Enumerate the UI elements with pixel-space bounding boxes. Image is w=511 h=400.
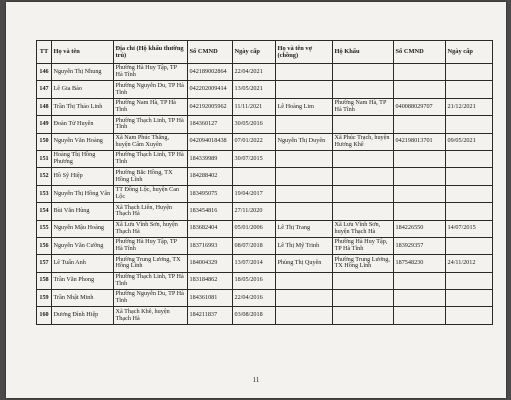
table-body xyxy=(37,64,493,325)
person-name: Nguyễn Mậu Hoàng xyxy=(52,220,114,237)
spouse-issue-date xyxy=(446,64,493,81)
table-row xyxy=(37,220,493,237)
spouse-name: Phùng Thị Quyên xyxy=(276,255,333,272)
person-name: Trần Văn Phong xyxy=(52,272,114,289)
spouse-name xyxy=(276,185,333,202)
id-number: 183184862 xyxy=(188,272,233,289)
spouse-issue-date xyxy=(446,307,493,324)
header-id-number: Số CMND xyxy=(188,41,233,64)
header-address: Địa chỉ (Hộ khẩu thường trú) xyxy=(114,41,188,64)
row-number: 159 xyxy=(37,290,52,307)
spouse-id-number xyxy=(394,290,446,307)
header-tt: TT xyxy=(37,41,52,64)
id-number: 184339989 xyxy=(188,150,233,167)
spouse-issue-date xyxy=(446,185,493,202)
spouse-name xyxy=(276,64,333,81)
spouse-name: Lê Thị Mỹ Trinh xyxy=(276,237,333,254)
person-name: Đoàn Tử Huyên xyxy=(52,116,114,133)
spouse-id-number xyxy=(394,168,446,185)
spouse-issue-date: 24/11/2012 xyxy=(446,255,493,272)
spouse-name xyxy=(276,168,333,185)
person-name: Hồ Sỹ Hiệp xyxy=(52,168,114,185)
issue-date: 22/04/2021 xyxy=(233,64,276,81)
spouse-id-number: 040088029707 xyxy=(394,98,446,115)
header-name: Họ và tên xyxy=(52,41,114,64)
household-address xyxy=(333,64,394,81)
document-page xyxy=(6,2,506,398)
table-row xyxy=(37,168,493,185)
person-address: Phường Thạch Linh, TP Hà Tĩnh xyxy=(114,150,188,167)
spouse-id-number xyxy=(394,64,446,81)
issue-date xyxy=(233,168,276,185)
spouse-name xyxy=(276,272,333,289)
spouse-issue-date: 21/12/2021 xyxy=(446,98,493,115)
header-spouse-issue-date: Ngày cấp xyxy=(446,41,493,64)
household-address: Phường Trung Lương, TX Hồng Lĩnh xyxy=(333,255,394,272)
spouse-id-number xyxy=(394,272,446,289)
issue-date: 11/11/2021 xyxy=(233,98,276,115)
spouse-issue-date xyxy=(446,81,493,98)
row-number: 150 xyxy=(37,133,52,150)
spouse-id-number xyxy=(394,81,446,98)
spouse-issue-date: 14/07/2015 xyxy=(446,220,493,237)
spouse-issue-date: 09/05/2021 xyxy=(446,133,493,150)
row-number: 152 xyxy=(37,168,52,185)
person-address: Phường Nam Hà, TP Hà Tĩnh xyxy=(114,98,188,115)
household-address xyxy=(333,150,394,167)
person-name: Trần Thị Thảo Linh xyxy=(52,98,114,115)
person-address: Xã Lưu Vĩnh Sơn, huyện Thạch Hà xyxy=(114,220,188,237)
row-number: 153 xyxy=(37,185,52,202)
household-address xyxy=(333,203,394,220)
row-number: 147 xyxy=(37,81,52,98)
header-household: Hộ Khẩu xyxy=(333,41,394,64)
spouse-issue-date xyxy=(446,203,493,220)
household-address xyxy=(333,116,394,133)
table-row xyxy=(37,203,493,220)
header-issue-date: Ngày cấp xyxy=(233,41,276,64)
table-row xyxy=(37,237,493,254)
table-row xyxy=(37,64,493,81)
person-address: Xã Thạch Liên, Huyện Thạch Hà xyxy=(114,203,188,220)
household-address: Phường Hà Huy Tập, TP Hà Tĩnh xyxy=(333,237,394,254)
table-row xyxy=(37,116,493,133)
spouse-id-number xyxy=(394,116,446,133)
issue-date: 22/04/2016 xyxy=(233,290,276,307)
spouse-id-number: 183929357 xyxy=(394,237,446,254)
person-address: Phường Hà Huy Tập, TP Hà Tĩnh xyxy=(114,64,188,81)
household-address xyxy=(333,168,394,185)
spouse-name xyxy=(276,150,333,167)
table-row xyxy=(37,307,493,324)
id-number: 183454816 xyxy=(188,203,233,220)
household-address: Xã Phúc Trạch, huyện Hương Khê xyxy=(333,133,394,150)
spouse-name: Lê Hoàng Lim xyxy=(276,98,333,115)
spouse-id-number xyxy=(394,307,446,324)
person-address: TT Đồng Lộc, huyện Can Lộc xyxy=(114,185,188,202)
page-number: 11 xyxy=(252,376,260,384)
person-name: Lê Gia Bảo xyxy=(52,81,114,98)
table-row xyxy=(37,272,493,289)
id-number: 184361081 xyxy=(188,290,233,307)
issue-date: 08/07/2018 xyxy=(233,237,276,254)
person-name: Nguyễn Thị Hồng Vân xyxy=(52,185,114,202)
spouse-id-number: 187548230 xyxy=(394,255,446,272)
spouse-issue-date xyxy=(446,237,493,254)
household-address: Phường Nam Hà, TP Hà Tĩnh xyxy=(333,98,394,115)
spouse-issue-date xyxy=(446,116,493,133)
spouse-name xyxy=(276,203,333,220)
person-address: Phường Trung Lương, TX Hồng Lĩnh xyxy=(114,255,188,272)
spouse-issue-date xyxy=(446,272,493,289)
person-address: Xã Nam Phúc Thăng, huyện Cẩm Xuyên xyxy=(114,133,188,150)
issue-date: 13/05/2021 xyxy=(233,81,276,98)
person-name: Nguyễn Văn Cường xyxy=(52,237,114,254)
id-number: 184004329 xyxy=(188,255,233,272)
spouse-id-number xyxy=(394,203,446,220)
person-name: Trần Nhật Minh xyxy=(52,290,114,307)
person-name: Bùi Văn Hùng xyxy=(52,203,114,220)
person-address: Phường Thạch Linh, TP Hà Tĩnh xyxy=(114,116,188,133)
row-number: 154 xyxy=(37,203,52,220)
row-number: 151 xyxy=(37,150,52,167)
id-number: 042202009414 xyxy=(188,81,233,98)
spouse-name xyxy=(276,116,333,133)
row-number: 146 xyxy=(37,64,52,81)
row-number: 157 xyxy=(37,255,52,272)
issue-date: 13/07/2014 xyxy=(233,255,276,272)
person-address: Phường Hà Huy Tập, TP Hà Tĩnh xyxy=(114,237,188,254)
issue-date: 19/04/2017 xyxy=(233,185,276,202)
person-name: Nguyễn Thị Nhung xyxy=(52,64,114,81)
person-address: Phường Bắc Hồng, TX Hồng Lĩnh xyxy=(114,168,188,185)
table-row xyxy=(37,81,493,98)
spouse-issue-date xyxy=(446,150,493,167)
spouse-id-number: 042198013701 xyxy=(394,133,446,150)
id-number: 042192005962 xyxy=(188,98,233,115)
household-address xyxy=(333,185,394,202)
household-address xyxy=(333,307,394,324)
issue-date: 27/11/2020 xyxy=(233,203,276,220)
household-address xyxy=(333,290,394,307)
id-number: 183682404 xyxy=(188,220,233,237)
row-number: 156 xyxy=(37,237,52,254)
row-number: 149 xyxy=(37,116,52,133)
person-name: Nguyễn Văn Hoàng xyxy=(52,133,114,150)
id-number: 184288402 xyxy=(188,168,233,185)
row-number: 158 xyxy=(37,272,52,289)
person-name: Hoàng Thị Hồng Phương xyxy=(52,150,114,167)
spouse-name: Lê Thị Trang xyxy=(276,220,333,237)
header-row xyxy=(37,41,493,64)
row-number: 148 xyxy=(37,98,52,115)
spouse-id-number xyxy=(394,150,446,167)
issue-date: 03/08/2018 xyxy=(233,307,276,324)
issue-date: 18/05/2016 xyxy=(233,272,276,289)
person-address: Xã Thạch Khê, huyện Thạch Hà xyxy=(114,307,188,324)
id-number: 183716993 xyxy=(188,237,233,254)
issue-date: 05/01/2006 xyxy=(233,220,276,237)
table-row xyxy=(37,255,493,272)
row-number: 160 xyxy=(37,307,52,324)
person-address: Phường Nguyễn Du, TP Hà Tĩnh xyxy=(114,290,188,307)
issue-date: 07/01/2022 xyxy=(233,133,276,150)
header-spouse-name: Họ và tên vợ (chồng) xyxy=(276,41,333,64)
table-row xyxy=(37,98,493,115)
household-address: Xã Lưu Vĩnh Sơn, huyện Thạch Hà xyxy=(333,220,394,237)
spouse-issue-date xyxy=(446,290,493,307)
person-name: Dương Đình Hiệp xyxy=(52,307,114,324)
household-address xyxy=(333,81,394,98)
issue-date: 30/07/2015 xyxy=(233,150,276,167)
spouse-name xyxy=(276,81,333,98)
household-address xyxy=(333,272,394,289)
id-number: 183495075 xyxy=(188,185,233,202)
spouse-id-number xyxy=(394,185,446,202)
person-address: Phường Thạch Linh, TP Hà Tĩnh xyxy=(114,272,188,289)
id-number: 184360127 xyxy=(188,116,233,133)
header-spouse-id-number: Số CMND xyxy=(394,41,446,64)
id-number: 042094018438 xyxy=(188,133,233,150)
row-number: 155 xyxy=(37,220,52,237)
table-row xyxy=(37,133,493,150)
spouse-name: Nguyễn Thị Duyên xyxy=(276,133,333,150)
spouse-issue-date xyxy=(446,168,493,185)
person-name: Lê Tuấn Anh xyxy=(52,255,114,272)
spouse-name xyxy=(276,307,333,324)
issue-date: 30/05/2016 xyxy=(233,116,276,133)
table-row xyxy=(37,185,493,202)
id-number: 042189002864 xyxy=(188,64,233,81)
registry-table xyxy=(36,40,493,325)
person-address: Phường Nguyễn Du, TP Hà Tĩnh xyxy=(114,81,188,98)
table-row xyxy=(37,150,493,167)
id-number: 184211837 xyxy=(188,307,233,324)
spouse-name xyxy=(276,290,333,307)
table-row xyxy=(37,290,493,307)
spouse-id-number: 184226550 xyxy=(394,220,446,237)
